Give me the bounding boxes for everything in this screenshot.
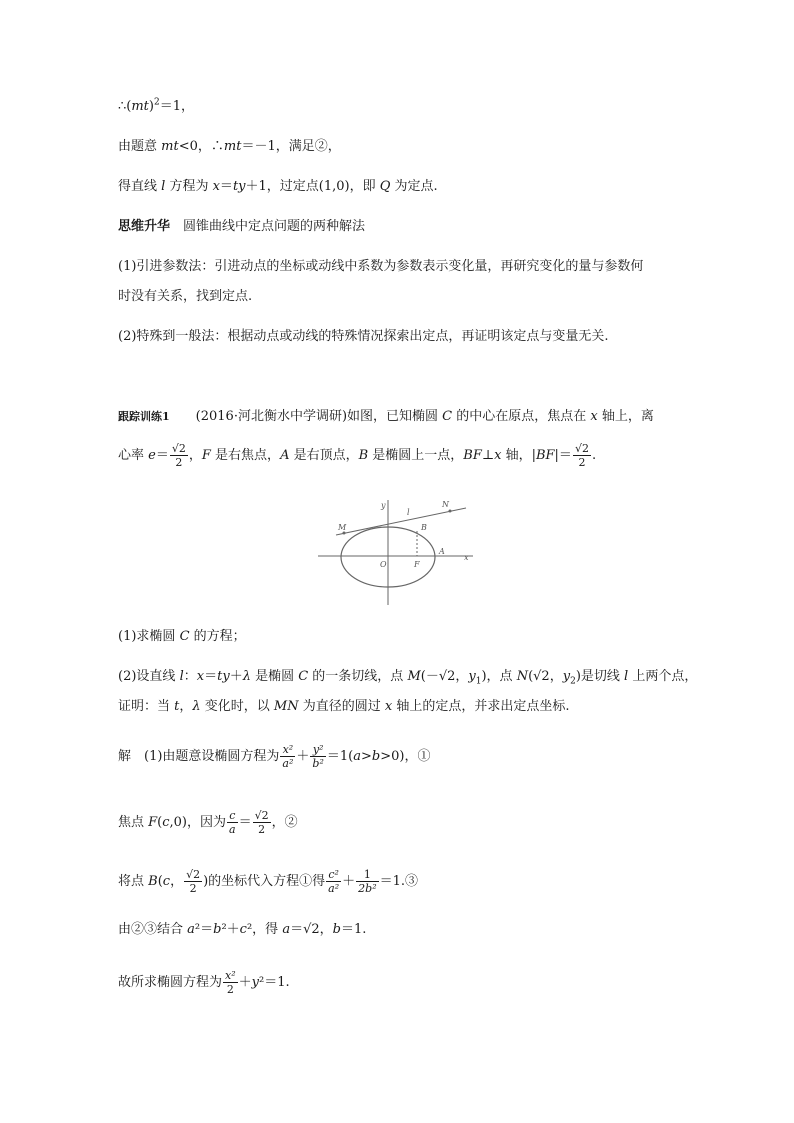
label-x: x [464,553,469,562]
exercise-eccentricity: 心率 e＝ $\frac{√2}{2}$ ，F 是右焦点，A 是右顶点，B 是椭圆上一点，BF⊥x 轴，|BF|＝ $\frac{√2}{2}$ . [118,442,597,469]
label-y: y [381,501,386,510]
label-a: A [439,547,445,556]
label-b: B [421,523,427,532]
label-m: M [338,523,347,532]
method-1-line-2: 时没有关系，找到定点. [118,289,253,304]
fraction-c2-a2: $\frac{\text{c²}}{\text{a²}}$ [328,868,340,895]
exercise-intro: 跟踪训练1 (2016·河北衡水中学调研)如图，已知椭圆 C 的中心在原点，焦点在 x 轴上，离 [118,409,654,424]
ellipse-figure [318,497,478,607]
line-mt-squared: ∴(mt)$^2$＝1， [118,97,194,114]
line-fixed-point: 得直线 l 方程为 x＝ty＋1，过定点(1,0)，即 Q 为定点. [118,179,438,194]
solution-result: 故所求椭圆方程为 $\frac{\text{x²}}{2}$ ＋y²＝1. [118,969,290,996]
fraction-x2-2: $\frac{\text{x²}}{2}$ [225,969,236,996]
tangent-line [336,508,466,535]
question-2-line-2: 证明：当 t，λ 变化时，以 MN 为直径的圆过 x 轴上的定点，并求出定点坐标. [118,699,570,714]
label-l: l [407,508,410,517]
fraction-bf-value: $\frac{√2}{2}$ [574,442,589,469]
fraction-root2-2-b: $\frac{√2}{2}$ [186,868,201,895]
solution-step-4: 由②③结合 a²＝b²＋c²，得 a＝√2，b＝1. [118,922,367,937]
fraction-root2-2: $\frac{√2}{2}$ [254,809,269,836]
solution-step-3: 将点 B(c， $\frac{√2}{2}$ )的坐标代入方程①得 $\frac{\text{c²}}{\text{a²}}$ ＋ $\frac{1}{\text{2b²}}$ ＝1.③ [118,868,419,895]
question-1: (1)求椭圆 C 的方程； [118,629,246,644]
solution-step-2: 焦点 F(c,0)，因为 $\frac{c}{a}$ ＝ $\frac{√2}{2}$ ，② [118,809,298,836]
summary-heading: 思维升华 圆锥曲线中定点问题的两种解法 [118,219,366,234]
method-1-line-1: (1)引进参数法：引进动点的坐标或动线中系数为参数表示变化量，再研究变化的量与参数何 [118,259,644,274]
label-n: N [442,500,449,509]
line-mt-condition: 由题意 mt<0，∴mt＝－1，满足②， [118,139,341,154]
label-f: F [414,560,420,569]
fraction-c-a: $\frac{c}{a}$ [229,809,236,836]
point-n [449,510,452,513]
fraction-y2-b2: $\frac{\text{y²}}{\text{b²}}$ [312,743,324,770]
fraction-1-2b2: $\frac{1}{\text{2b²}}$ [358,868,377,895]
fraction-x2-a2: $\frac{\text{x²}}{\text{a²}}$ [282,743,294,770]
fraction-root2-over-2: $\frac{√2}{2}$ [171,442,186,469]
solution-step-1: 解 (1)由题意设椭圆方程为 $\frac{\text{x²}}{\text{a²}}$ ＋ $\frac{\text{y²}}{\text{b²}}$ ＝1(a>b>0)，① [118,743,431,770]
label-o: O [380,560,387,569]
method-2: (2)特殊到一般法：根据动点或动线的特殊情况探索出定点，再证明该定点与变量无关. [118,329,609,344]
question-2-line-1: (2)设直线 l：x＝ty＋λ 是椭圆 C 的一条切线，点 M(－√2，$y_1$)，点 N(√2，$y_2$)是切线 l 上两个点， [118,669,698,687]
